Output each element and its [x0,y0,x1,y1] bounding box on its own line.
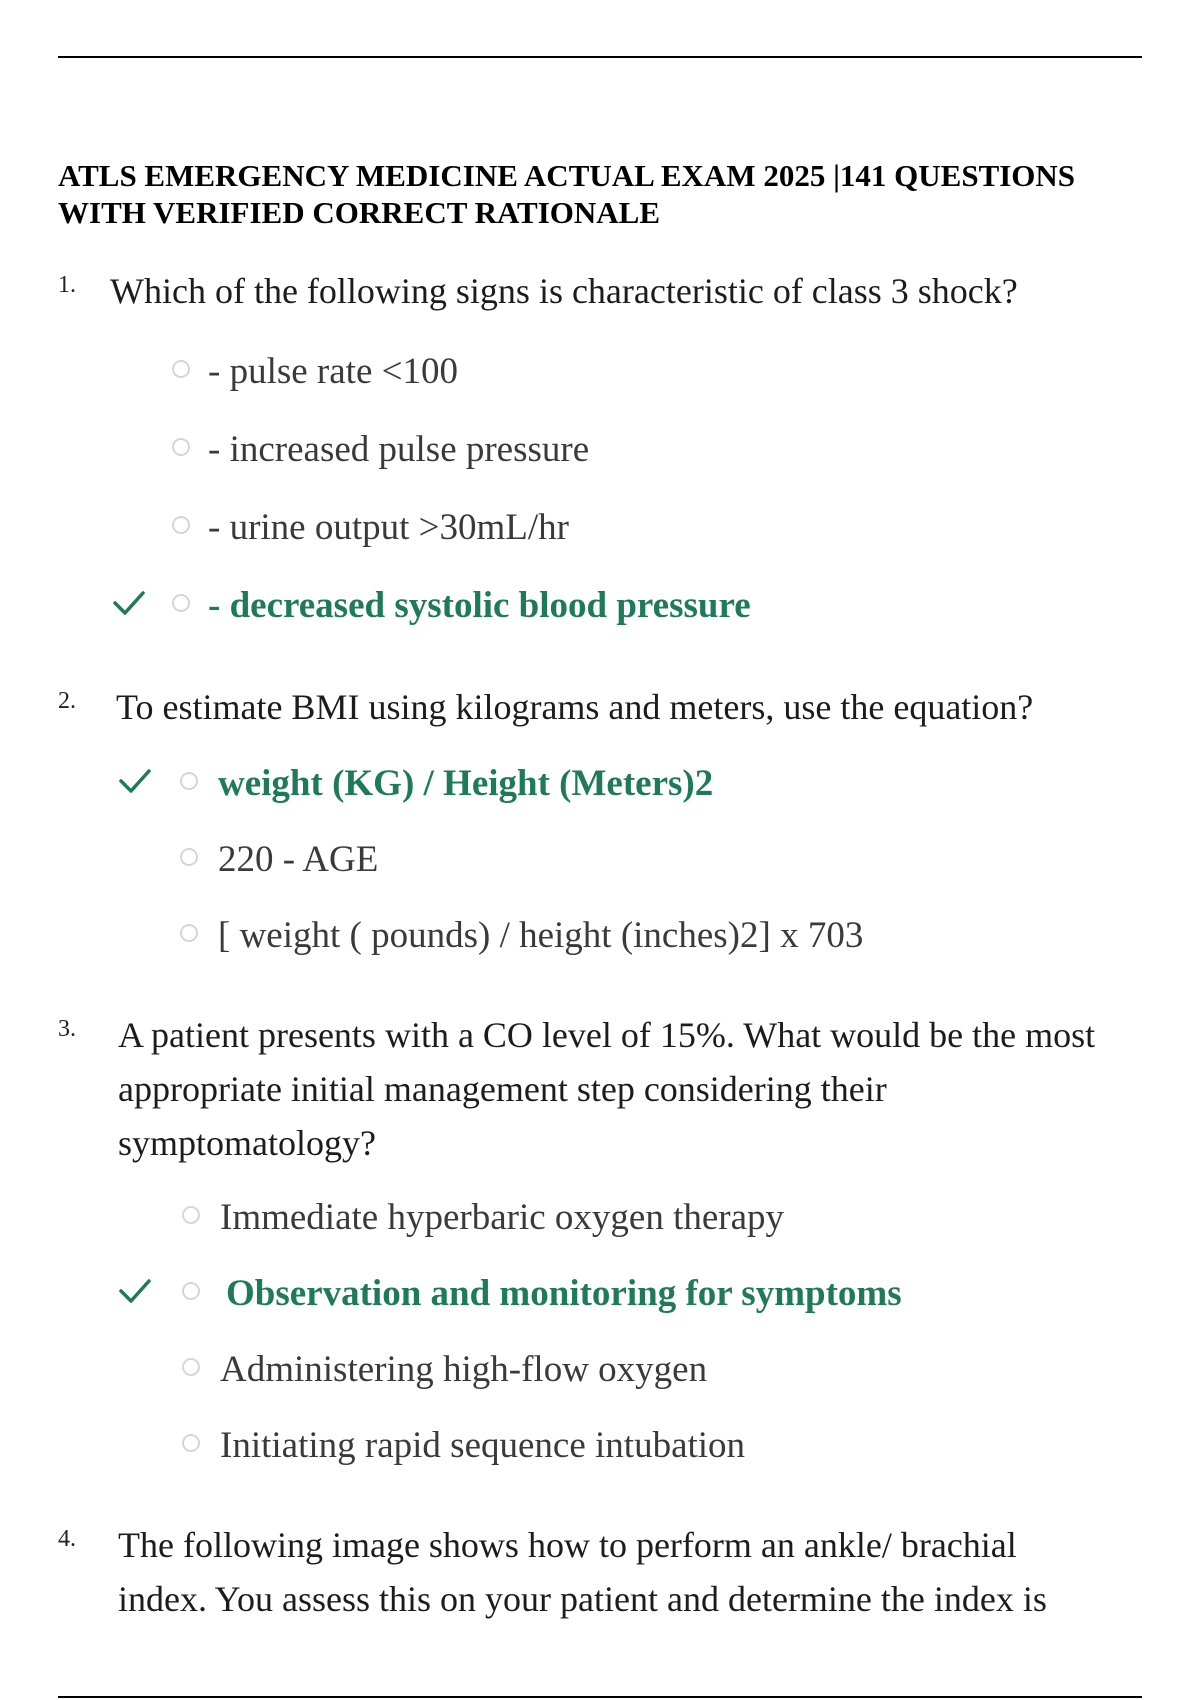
answer-option[interactable] [0,350,1200,394]
document-title [58,157,1148,231]
question-text-line: The following image shows how to perform an ankle/ brachial [118,1525,1017,1565]
answer-option[interactable] [0,914,1200,958]
radio-circle-icon[interactable] [180,924,198,942]
option-text: Immediate hyperbaric oxygen therapy [220,1197,785,1238]
question-text-line: A patient presents with a CO level of 15%. What would be the most [118,1015,1096,1055]
question-text: To estimate BMI using kilograms and meters, use the equation? [116,687,1034,727]
answer-option-correct[interactable] [0,762,1200,806]
option-text: weight (KG) / Height (Meters)2 [218,763,714,804]
option-text: [ weight ( pounds) / height (inches)2] x 703 [218,915,864,956]
radio-circle-icon[interactable] [180,848,198,866]
answer-option-correct[interactable] [0,584,1200,628]
radio-circle-icon[interactable] [172,516,190,534]
checkmark-icon [112,588,146,618]
option-text: Observation and monitoring for symptoms [226,1273,902,1314]
radio-circle-icon[interactable] [172,360,190,378]
question-text [118,1518,1148,1626]
answer-option[interactable] [0,1348,1200,1392]
option-text: - urine output >30mL/hr [208,507,570,548]
radio-circle-icon[interactable] [172,438,190,456]
question-number: 4. [58,1526,76,1552]
question-text-line: symptomatology? [118,1123,376,1163]
question-text-line: appropriate initial management step considering their [118,1069,887,1109]
checkmark-icon [118,766,152,796]
option-text: 220 - AGE [218,839,379,880]
answer-option-correct[interactable] [0,1272,1200,1316]
radio-circle-icon[interactable] [180,772,198,790]
checkmark-icon [118,1276,152,1306]
question-number: 1. [58,272,76,298]
radio-circle-icon[interactable] [172,594,190,612]
answer-option[interactable] [0,1196,1200,1240]
question-text [118,1008,1148,1170]
top-rule [58,56,1142,58]
answer-option[interactable] [0,838,1200,882]
question-1 [58,264,1148,318]
radio-circle-icon[interactable] [182,1206,200,1224]
question-text-line: index. You assess this on your patient and determine the index is [118,1579,1047,1619]
option-text: Initiating rapid sequence intubation [220,1425,746,1466]
question-4 [58,1518,1148,1626]
question-number: 3. [58,1016,76,1042]
option-text: - increased pulse pressure [208,429,590,470]
title-line-2: WITH VERIFIED CORRECT RATIONALE [58,195,661,230]
radio-circle-icon[interactable] [182,1282,200,1300]
title-line-1: ATLS EMERGENCY MEDICINE ACTUAL EXAM 2025 |141 QUESTIONS [58,158,1076,193]
radio-circle-icon[interactable] [182,1434,200,1452]
answer-option[interactable] [0,428,1200,472]
option-text: - pulse rate <100 [208,351,458,392]
question-2 [58,680,1148,734]
answer-option[interactable] [0,1424,1200,1468]
answer-option[interactable] [0,506,1200,550]
option-text: - decreased systolic blood pressure [208,585,751,626]
question-number: 2. [58,688,76,714]
question-text: Which of the following signs is characteristic of class 3 shock? [110,271,1018,311]
radio-circle-icon[interactable] [182,1358,200,1376]
bottom-rule [58,1696,1142,1698]
option-text: Administering high-flow oxygen [220,1349,708,1390]
question-3 [58,1008,1148,1170]
